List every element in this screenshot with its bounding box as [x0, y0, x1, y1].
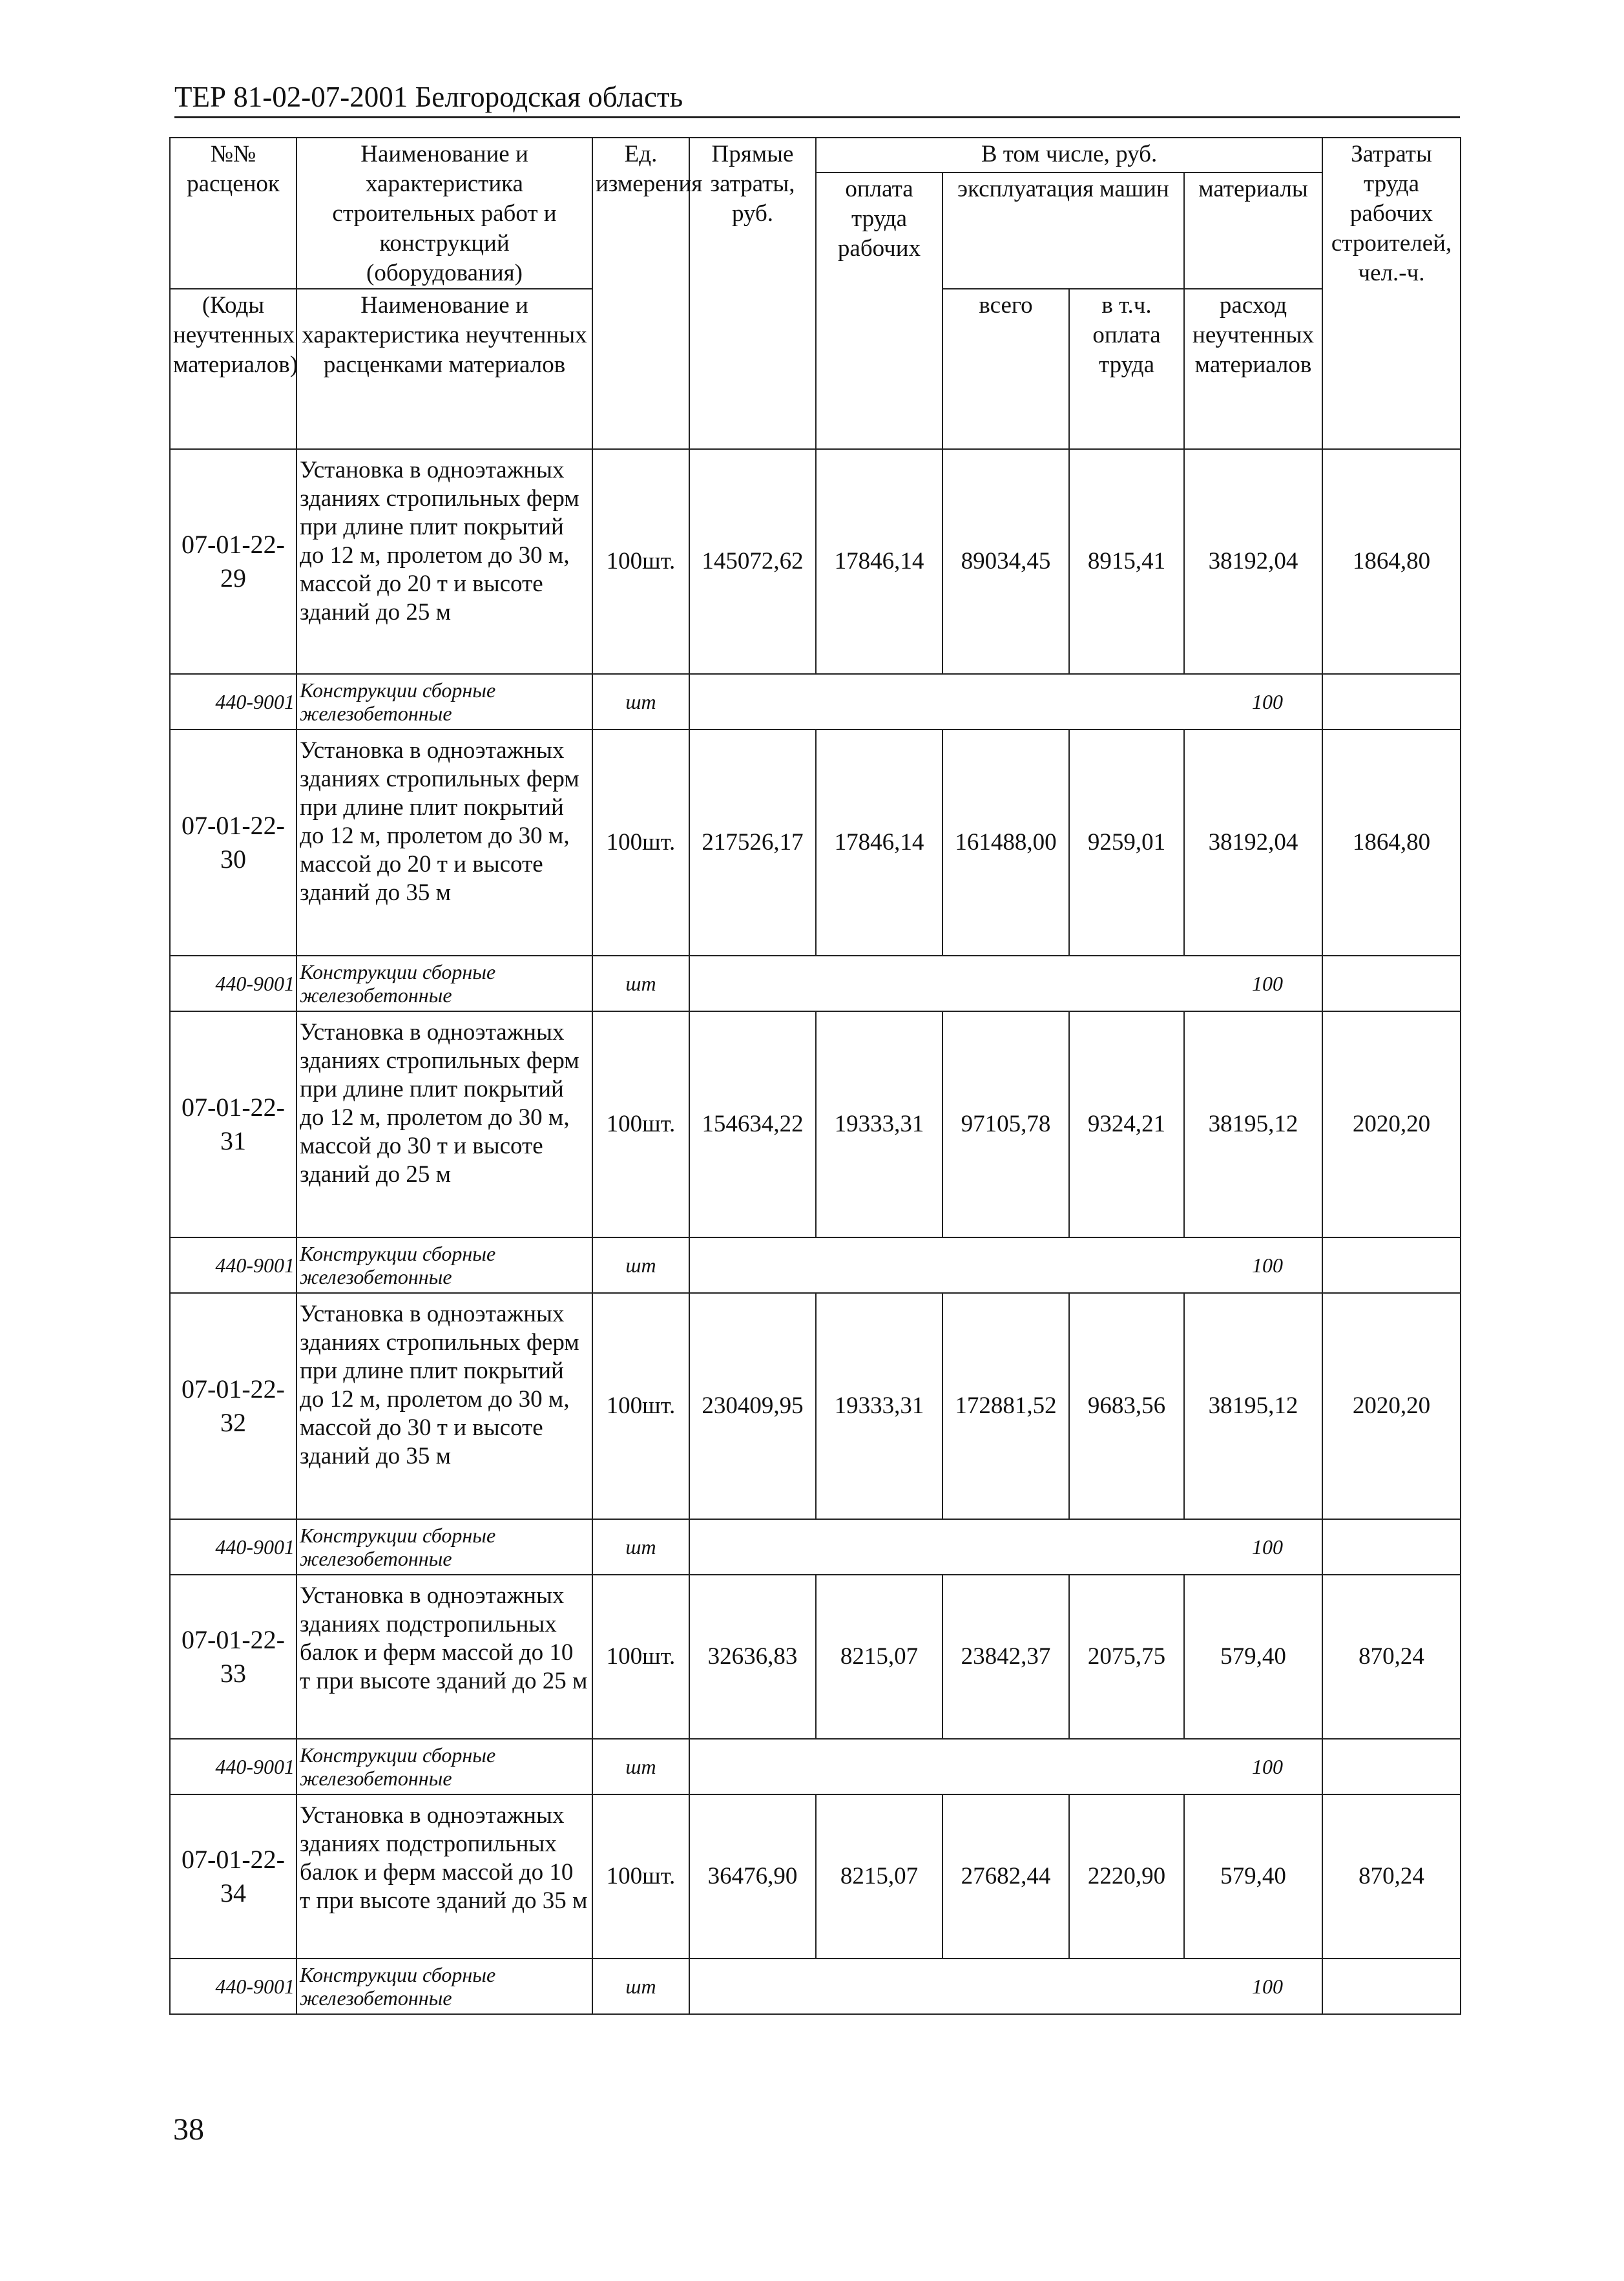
material-consumption: 100	[689, 1739, 1322, 1794]
machines-wage: 9324,21	[1069, 1011, 1184, 1237]
work-name: Установка в одноэтажных зданиях подстропильных балок и ферм массой до 10 т при высоте зданий до 25 м	[297, 1575, 592, 1739]
rate-code: 07-01-22-31	[170, 1011, 297, 1237]
material-empty	[1322, 674, 1461, 730]
material-consumption: 100	[689, 1959, 1322, 2014]
work-name: Установка в одноэтажных зданиях стропильных ферм при длине плит покрытий до 12 м, пролетом до 30 м, массой до 30 т и высоте зданий до 35 м	[297, 1293, 592, 1519]
machines-wage: 9683,56	[1069, 1293, 1184, 1519]
materials: 38195,12	[1184, 1293, 1322, 1519]
machines-wage: 2220,90	[1069, 1794, 1184, 1959]
unit: 100шт.	[592, 1575, 689, 1739]
material-code: 440-9001	[170, 956, 297, 1011]
machines-wage: 9259,01	[1069, 730, 1184, 956]
material-row	[170, 956, 1461, 1011]
material-row	[170, 1739, 1461, 1794]
header-mat: материалы	[1184, 173, 1322, 289]
header-unit: Ед. измерения	[592, 138, 689, 449]
labor: 870,24	[1322, 1575, 1461, 1739]
wage: 19333,31	[816, 1011, 942, 1237]
labor: 2020,20	[1322, 1011, 1461, 1237]
material-name: Конструкции сборные железобетонные	[297, 956, 592, 1011]
material-name: Конструкции сборные железобетонные	[297, 674, 592, 730]
materials: 38192,04	[1184, 449, 1322, 674]
wage: 17846,14	[816, 730, 942, 956]
header-mach-total: всего	[942, 289, 1069, 449]
table-row	[170, 730, 1461, 956]
wage: 19333,31	[816, 1293, 942, 1519]
material-row	[170, 1519, 1461, 1575]
machines-total: 27682,44	[942, 1794, 1069, 1959]
material-unit: шт	[592, 1237, 689, 1293]
work-name: Установка в одноэтажных зданиях стропильных ферм при длине плит покрытий до 12 м, пролетом до 30 м, массой до 30 т и высоте зданий до 25 м	[297, 1011, 592, 1237]
machines-total: 23842,37	[942, 1575, 1069, 1739]
material-name: Конструкции сборные железобетонные	[297, 1519, 592, 1575]
material-name: Конструкции сборные железобетонные	[297, 1237, 592, 1293]
direct-cost: 217526,17	[689, 730, 816, 956]
material-empty	[1322, 1739, 1461, 1794]
material-unit: шт	[592, 956, 689, 1011]
work-name: Установка в одноэтажных зданиях стропильных ферм при длине плит покрытий до 12 м, пролетом до 30 м, массой до 20 т и высоте зданий до 25 м	[297, 449, 592, 674]
material-code: 440-9001	[170, 1237, 297, 1293]
material-consumption: 100	[689, 674, 1322, 730]
work-name: Установка в одноэтажных зданиях подстропильных балок и ферм массой до 10 т при высоте зданий до 35 м	[297, 1794, 592, 1959]
material-code: 440-9001	[170, 1739, 297, 1794]
header-incl: В том числе, руб.	[816, 138, 1322, 173]
table-row	[170, 1794, 1461, 1959]
material-empty	[1322, 956, 1461, 1011]
page-number: 38	[173, 2112, 204, 2147]
table-row	[170, 1011, 1461, 1237]
rate-code: 07-01-22-32	[170, 1293, 297, 1519]
rate-code: 07-01-22-33	[170, 1575, 297, 1739]
material-code: 440-9001	[170, 1519, 297, 1575]
unit: 100шт.	[592, 1794, 689, 1959]
rate-code: 07-01-22-34	[170, 1794, 297, 1959]
direct-cost: 36476,90	[689, 1794, 816, 1959]
material-row	[170, 1237, 1461, 1293]
header-mat-name: Наименование и характеристика неучтенных расценками материалов	[297, 289, 592, 449]
machines-wage: 2075,75	[1069, 1575, 1184, 1739]
materials: 579,40	[1184, 1575, 1322, 1739]
materials: 38192,04	[1184, 730, 1322, 956]
work-name: Установка в одноэтажных зданиях стропильных ферм при длине плит покрытий до 12 м, пролетом до 30 м, массой до 20 т и высоте зданий до 35 м	[297, 730, 592, 956]
machines-wage: 8915,41	[1069, 449, 1184, 674]
header-labor: Затраты труда рабочих строителей, чел.-ч.	[1322, 138, 1461, 449]
machines-total: 89034,45	[942, 449, 1069, 674]
material-consumption: 100	[689, 956, 1322, 1011]
labor: 2020,20	[1322, 1293, 1461, 1519]
materials: 38195,12	[1184, 1011, 1322, 1237]
material-consumption: 100	[689, 1519, 1322, 1575]
material-row	[170, 674, 1461, 730]
header-codes: (Коды неучтенных материалов)	[170, 289, 297, 449]
unit: 100шт.	[592, 449, 689, 674]
material-row	[170, 1959, 1461, 2014]
header-row-1	[170, 138, 1461, 173]
wage: 8215,07	[816, 1794, 942, 1959]
direct-cost: 230409,95	[689, 1293, 816, 1519]
unit: 100шт.	[592, 1011, 689, 1237]
unit: 100шт.	[592, 1293, 689, 1519]
material-code: 440-9001	[170, 674, 297, 730]
rate-code: 07-01-22-30	[170, 730, 297, 956]
wage: 17846,14	[816, 449, 942, 674]
table-row	[170, 449, 1461, 674]
machines-total: 161488,00	[942, 730, 1069, 956]
material-name: Конструкции сборные железобетонные	[297, 1739, 592, 1794]
wage: 8215,07	[816, 1575, 942, 1739]
direct-cost: 145072,62	[689, 449, 816, 674]
material-empty	[1322, 1519, 1461, 1575]
material-code: 440-9001	[170, 1959, 297, 2014]
header-mach-wage: в т.ч. оплата труда	[1069, 289, 1184, 449]
table-row	[170, 1575, 1461, 1739]
page-header: ТЕР 81-02-07-2001 Белгородская область	[174, 79, 1460, 118]
material-unit: шт	[592, 1959, 689, 2014]
header-name: Наименование и характеристика строительных работ и конструкций (оборудования)	[297, 138, 592, 289]
material-empty	[1322, 1959, 1461, 2014]
header-num: №№ расценок	[170, 138, 297, 289]
rate-code: 07-01-22-29	[170, 449, 297, 674]
material-unit: шт	[592, 1519, 689, 1575]
labor: 870,24	[1322, 1794, 1461, 1959]
material-consumption: 100	[689, 1237, 1322, 1293]
price-table	[169, 137, 1461, 2015]
direct-cost: 32636,83	[689, 1575, 816, 1739]
labor: 1864,80	[1322, 730, 1461, 956]
materials: 579,40	[1184, 1794, 1322, 1959]
header-mat-cons: расход неучтенных материалов	[1184, 289, 1322, 449]
material-unit: шт	[592, 1739, 689, 1794]
direct-cost: 154634,22	[689, 1011, 816, 1237]
machines-total: 172881,52	[942, 1293, 1069, 1519]
table-row	[170, 1293, 1461, 1519]
unit: 100шт.	[592, 730, 689, 956]
header-wage: оплата труда рабочих	[816, 173, 942, 449]
labor: 1864,80	[1322, 449, 1461, 674]
material-unit: шт	[592, 674, 689, 730]
header-mach: эксплуатация машин	[942, 173, 1184, 289]
material-name: Конструкции сборные железобетонные	[297, 1959, 592, 2014]
material-empty	[1322, 1237, 1461, 1293]
header-direct: Прямые затраты, руб.	[689, 138, 816, 449]
machines-total: 97105,78	[942, 1011, 1069, 1237]
